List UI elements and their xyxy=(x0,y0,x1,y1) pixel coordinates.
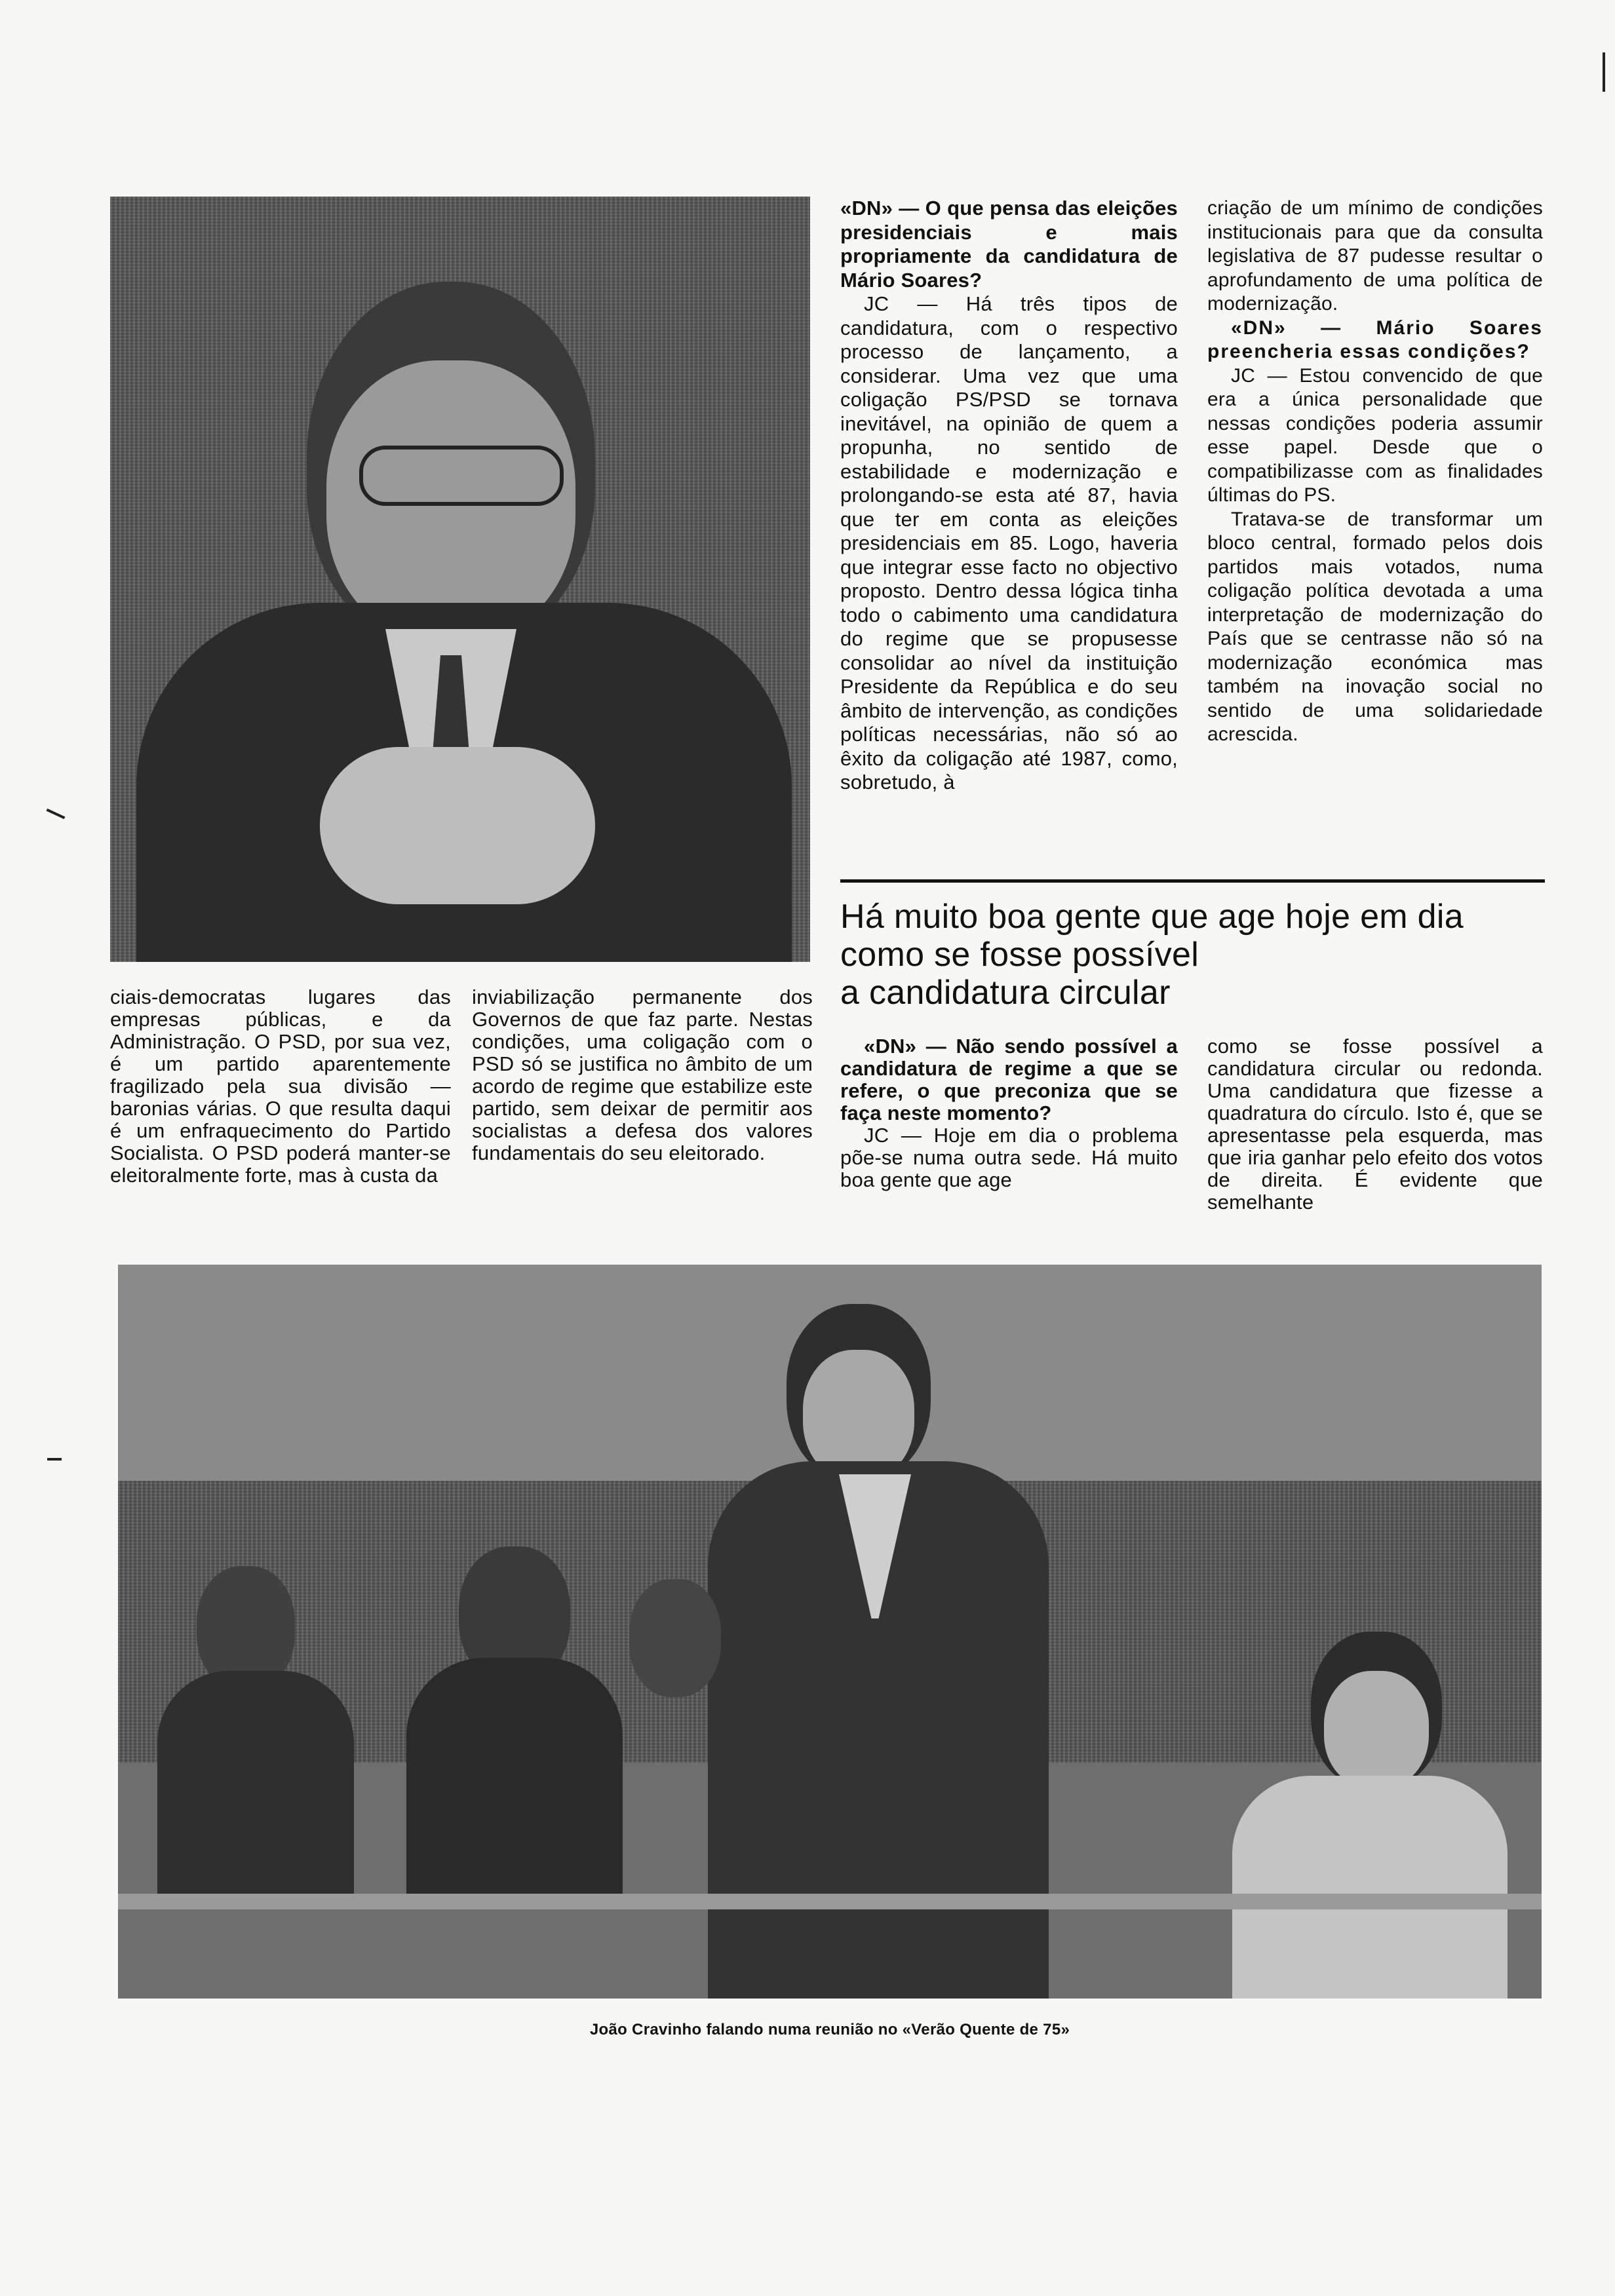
photo-caption: João Cravinho falando numa reunião no «Verão Quente de 75» xyxy=(589,2021,1070,2038)
column-interview-1 xyxy=(840,197,1178,795)
question-1: «DN» — O que pensa das eleições presidenciais e mais propriamente da candidatura de Mário Soares? xyxy=(840,197,1178,292)
column-lower-2 xyxy=(472,986,813,1164)
headline xyxy=(840,898,1548,1012)
column-interview-2 xyxy=(1207,197,1543,747)
paragraph-lower-4: como se fosse possível a candidatura circular ou redonda. Uma candidatura que fizesse a quadratura do círculo. Isto é, que se apresentasse pela esquerda, mas que iria ganhar pelo efeito dos votos de direita. É evidente que semelhante xyxy=(1207,1035,1543,1214)
answer-3: JC — Hoje em dia o problema põe-se numa outra sede. Há muito boa gente que age xyxy=(840,1124,1178,1191)
paragraph-lower-1: ciais-democratas lugares das empresas públicas, e da Administração. O PSD, por sua vez, é um partido aparentemente fragilizado pela sua divisão — baronias várias. O que resulta daqui é um enfraquecimento do Partido Socialista. O PSD poderá manter-se eleitoralmente forte, mas à custa da xyxy=(110,985,451,1187)
portrait-photo xyxy=(110,197,810,962)
scan-mark xyxy=(47,1458,62,1461)
headline-line-1: Há muito boa gente que age hoje em dia xyxy=(840,898,1464,936)
headline-line-2: como se fosse possível xyxy=(840,936,1199,974)
question-3: «DN» — Não sendo possível a candidatura de regime a que se refere, o que preconiza que se faça neste momento? xyxy=(840,1035,1178,1124)
column-lower-4 xyxy=(1207,1035,1543,1214)
question-2: «DN» — Mário Soares preencheria essas condições? xyxy=(1207,316,1543,362)
column-lower-1 xyxy=(110,986,451,1187)
answer-1: JC — Há três tipos de candidatura, com o respectivo processo de lançamento, a considerar. Uma vez que uma coligação PS/PSD se tornava inevitável, na opinião de quem a propunha, no sentido de estabilidade e modernização e prolongando-se esta até 87, havia que ter em conta as eleições presidenciais em 85. Logo, haveria que integrar esse facto no objectivo proposto. Dentro dessa lógica tinha todo o cabimento uma candidatura do regime que se propusesse consolidar ao nível da instituição Presidente da República e do seu âmbito de intervenção, as condições políticas necessárias, não só ao êxito da coligação até 1987, como, sobretudo, à xyxy=(840,292,1178,794)
paragraph-lower-2: inviabilização permanente dos Governos de que faz parte. Nestas condições, uma coligação com o PSD só se justifica no âmbito de um acordo de regime que estabilize este partido, sem deixar de permitir aos socialistas a defesa dos valores fundamentais do seu eleitorado. xyxy=(472,985,813,1164)
scan-mark xyxy=(47,809,66,819)
answer-2: JC — Estou convencido de que era a única personalidade que nessas condições poderia assumir esse papel. Desde que o compatibilizasse com as finalidades últimas do PS. xyxy=(1207,364,1543,506)
scan-mark xyxy=(1603,52,1605,92)
column-lower-3 xyxy=(840,1035,1178,1191)
paragraph-bloco-central: Tratava-se de transformar um bloco central, formado pelos dois partidos mais votados, numa coligação política devotada a uma interpretação de modernização do País que se centrasse não só na modernização económica mas também na inovação social no sentido de uma solidariedade acrescida. xyxy=(1207,508,1543,745)
paragraph-continuation: criação de um mínimo de condições institucionais para que da consulta legislativa de 87 pudesse resultar o aprofundamento de uma política de modernização. xyxy=(1207,197,1543,315)
meeting-photo xyxy=(118,1265,1542,1999)
headline-rule xyxy=(840,879,1545,883)
headline-line-3: a candidatura circular xyxy=(840,974,1171,1012)
